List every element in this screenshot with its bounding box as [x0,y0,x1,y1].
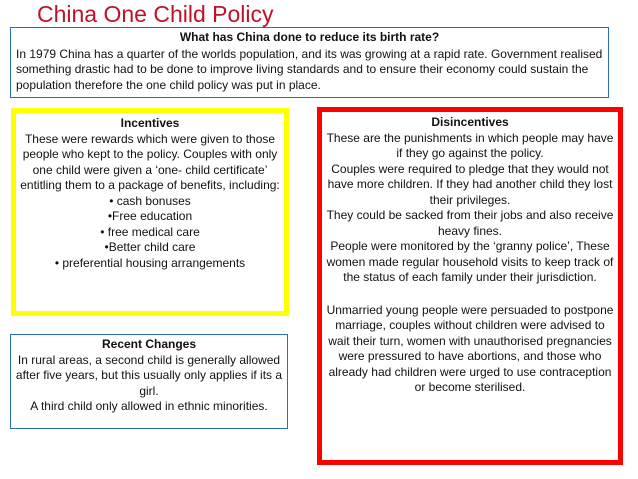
page-title: China One Child Policy [37,1,274,27]
incentive-item: •Better child care [104,240,196,254]
disincentives-closing: Unmarried young people were persuaded to postpone marriage, couples without children were advised to wait their turn, women with unauthorised pregnancies were pressured to have abortions, and those who already had children were urged to use contraception or become sterilised. [326,302,614,394]
recent-changes-body: In rural areas, a second child is generally allowed after five years, but this usually only applies if its a girl. [15,352,283,398]
incentive-item: •Free education [107,209,193,223]
recent-changes-box [10,334,288,429]
incentive-item: • free medical care [100,224,200,239]
incentives-box [11,108,289,316]
paragraph-spacer [326,286,614,303]
disincentive-paragraph: These are the punishments in which people may have if they go against the policy. [326,130,614,160]
incentives-heading: Incentives [120,116,180,130]
disincentive-paragraph: Couples were required to pledge that they would not have more children. If they had another child they lost their privileges. [327,161,613,207]
intro-body: In 1979 China has a quarter of the worlds population, and its was growing at a rapid rate. Government realised something drastic had to be done to improve living standards and to ensure their economy could sustain the population therefore the one child policy was put in place. [16,46,603,92]
incentive-item: • cash bonuses [109,193,191,208]
recent-changes-heading: Recent Changes [101,337,197,351]
disincentive-paragraph: People were monitored by the ‘granny police’, These women made regular household visits to keep track of the status of each family under their jurisdiction. [326,239,614,284]
disincentives-box [317,107,623,465]
intro-heading: What has China done to reduce its birth rate? [179,30,440,44]
disincentives-heading: Disincentives [431,115,509,129]
incentives-body: These were rewards which were given to those people who kept to the policy. Couples with only one child were given a ‘one- child certificate’ entitling them to a package of benefits, including: [20,131,280,192]
intro-box [10,27,609,98]
disincentive-paragraph: They could be sacked from their jobs and also receive heavy fines. [326,208,614,238]
incentive-item: • preferential housing arrangements [54,255,246,270]
recent-changes-extra: A third child only allowed in ethnic minorities. [30,399,268,413]
